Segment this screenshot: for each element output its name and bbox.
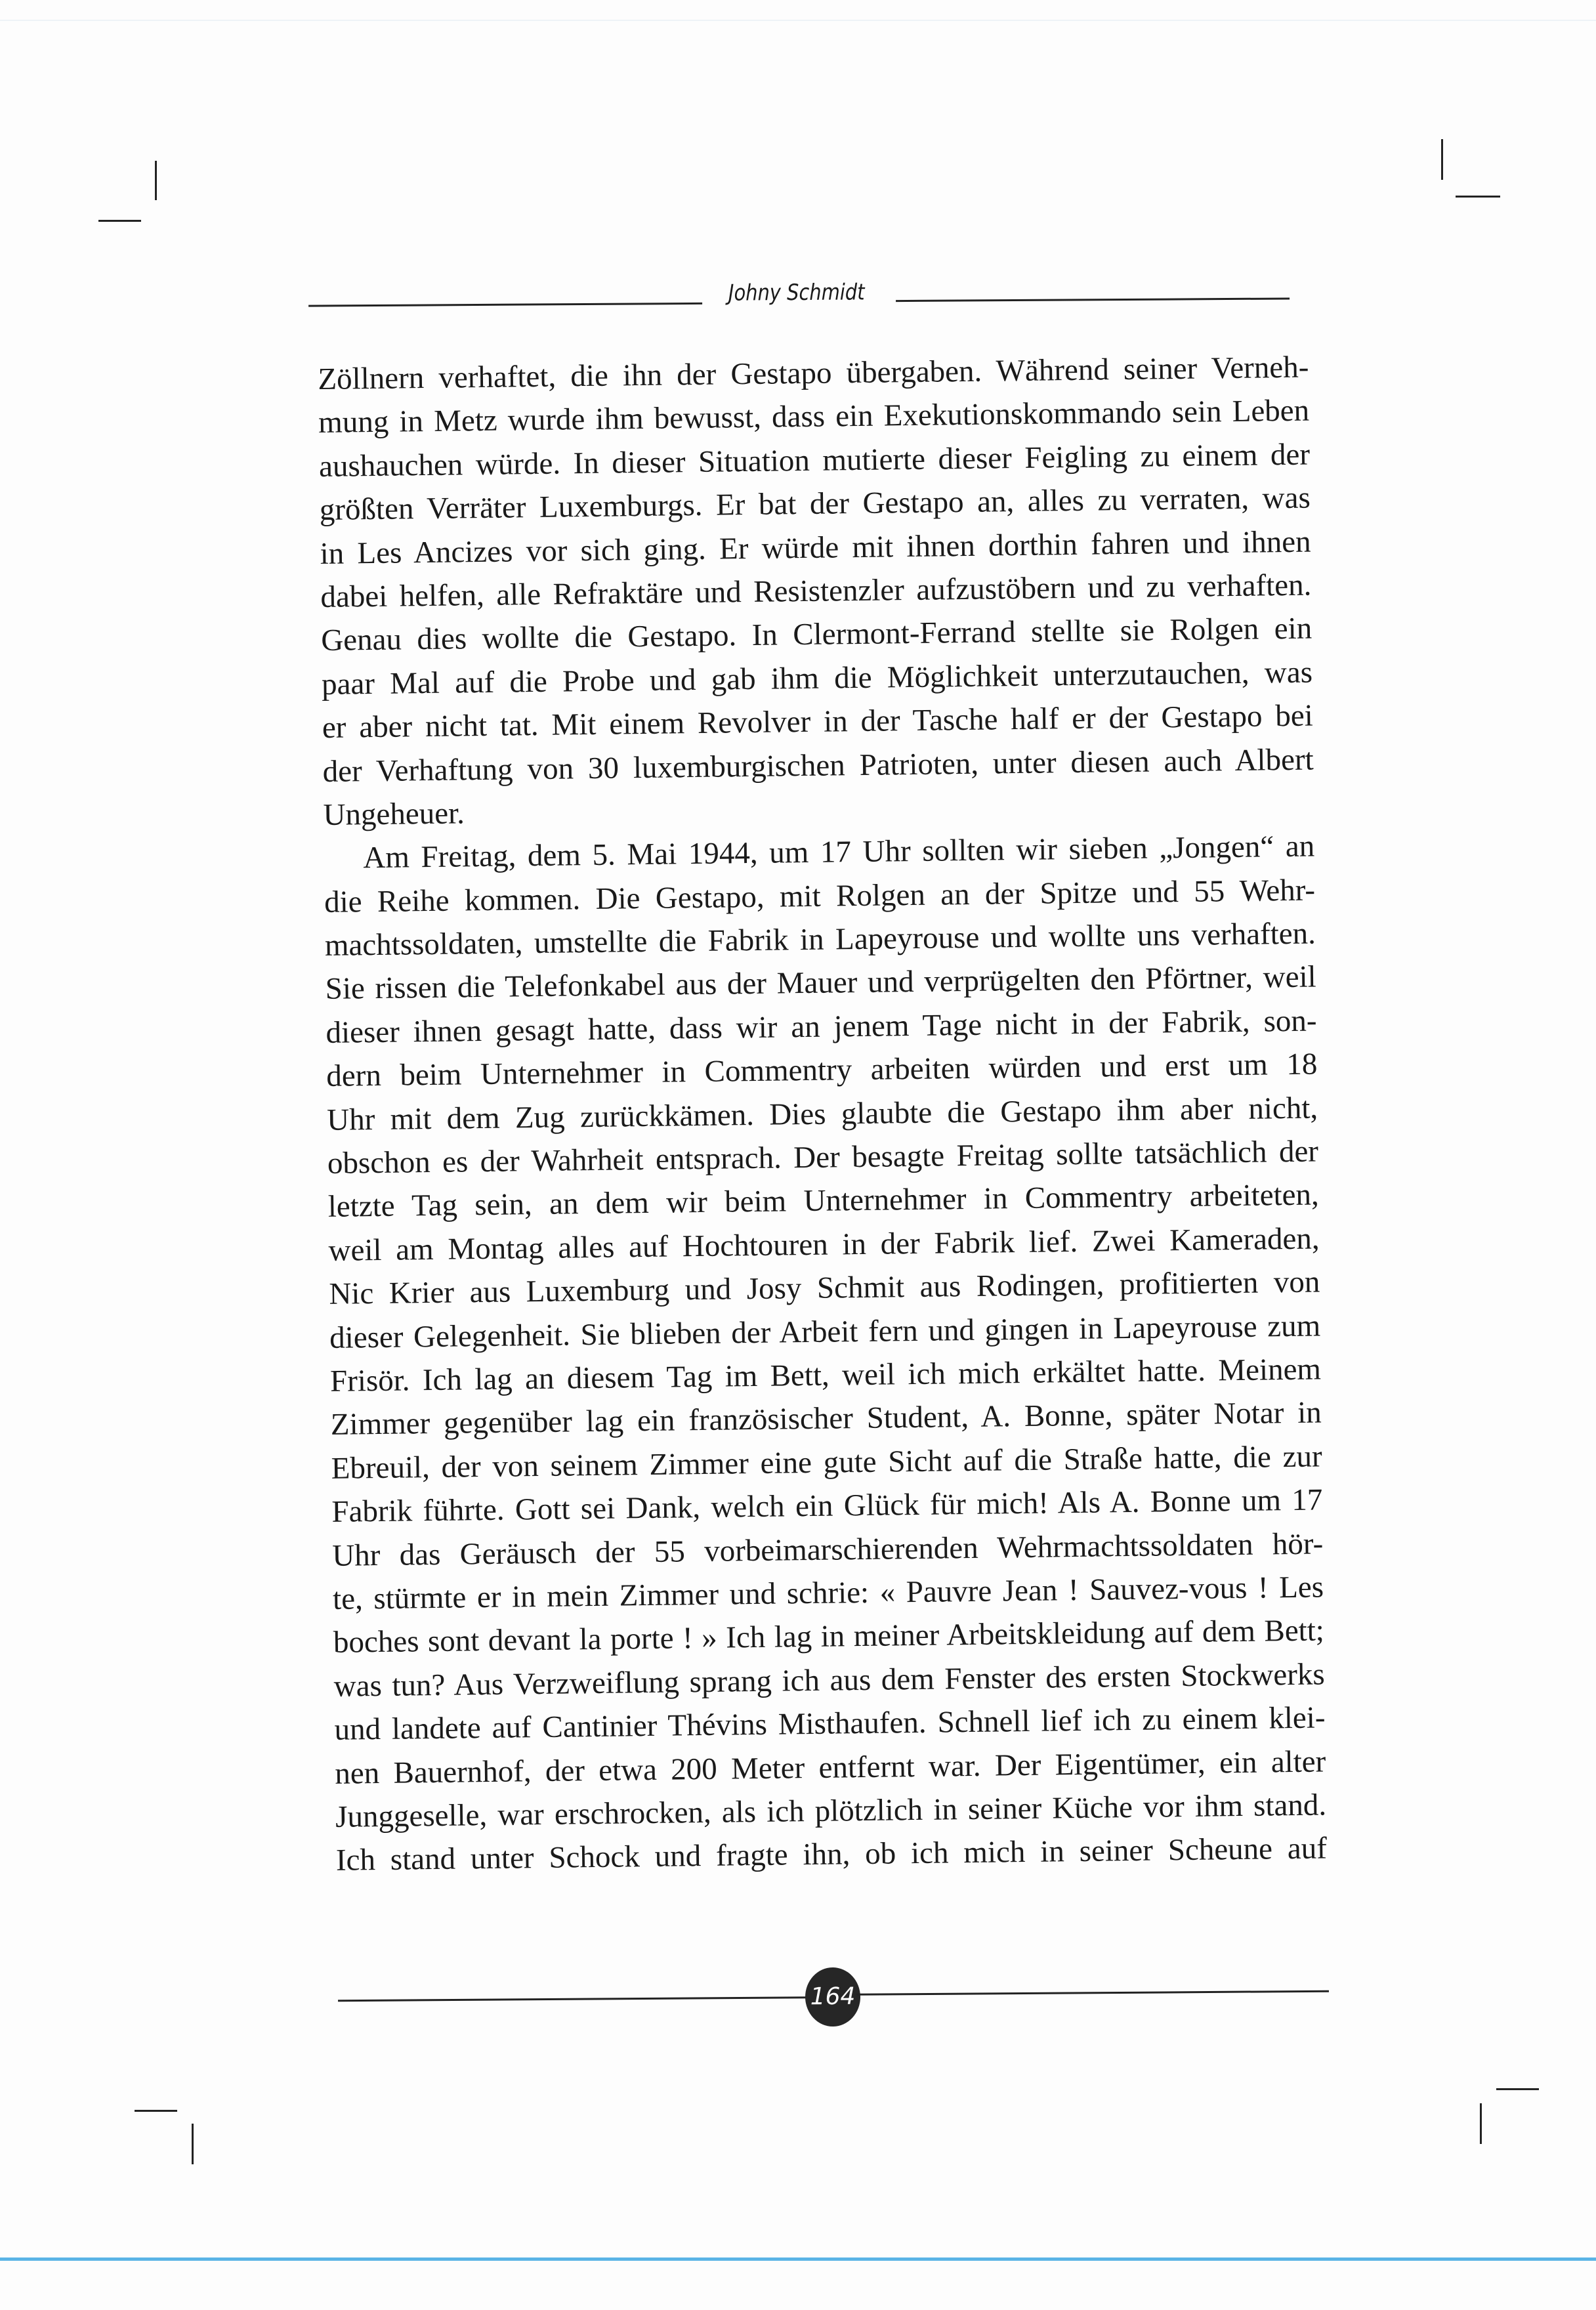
- text-line: Am Freitag, dem 5. Mai 1944, um 17 Uhr sollten wir sieben „Jongen“ an: [363, 829, 1315, 875]
- text-line: letzte Tag sein, an dem wir beim Unternehmer in Commentry arbeiteten,: [327, 1177, 1320, 1225]
- text-line: machtssoldaten, umstellte die Fabrik in Lapeyrouse und wollte uns verhaften.: [324, 916, 1316, 963]
- page-footer: [338, 1959, 1330, 2032]
- text-line: dabei helfen, alle Refraktäre und Resistenzler aufzustöbern und zu verhaften.: [320, 568, 1312, 614]
- crop-mark: [98, 220, 141, 222]
- crop-mark: [1441, 139, 1443, 180]
- text-line: größten Verräter Luxemburgs. Er bat der Gestapo an, alles zu verraten, was: [319, 480, 1311, 528]
- text-line: dern beim Unternehmer in Commentry arbeiten würden und erst um 18: [326, 1047, 1318, 1094]
- text-line: der Verhaftung von 30 luxemburgischen Patrioten, unter diesen auch Albert: [322, 742, 1314, 789]
- text-line: boches sont devant la porte ! » Ich lag in meiner Arbeitskleidung auf dem Bett;: [333, 1613, 1325, 1660]
- text-line: Zimmer gegenüber lag ein französischer Student, A. Bonne, später Notar in: [330, 1395, 1322, 1442]
- crop-mark: [155, 161, 157, 200]
- text-line: Genau dies wollte die Gestapo. In Clermont-Ferrand stellte sie Rolgen ein: [320, 611, 1312, 658]
- text-line: aushauchen würde. In dieser Situation mutierte dieser Feigling zu einem der: [318, 437, 1311, 484]
- text-line: und landete auf Cantinier Thévins Misthaufen. Schnell lief ich zu einem klei-: [334, 1700, 1326, 1747]
- text-line: weil am Montag alles auf Hochtouren in der Fabrik lief. Zwei Kameraden,: [328, 1221, 1320, 1268]
- text-line: Uhr das Geräusch der 55 vorbeimarschierenden Wehrmachtssoldaten hör-: [331, 1526, 1324, 1573]
- text-line: mung in Metz wurde ihm bewusst, dass ein Exekutionskommando sein Leben: [318, 393, 1310, 440]
- footer-rule-left: [338, 1996, 810, 2002]
- header-rule-right: [896, 297, 1290, 302]
- text-line: Uhr mit dem Zug zurückkämen. Dies glaubte die Gestapo ihm aber nicht,: [326, 1091, 1318, 1137]
- text-line: Sie rissen die Telefonkabel aus der Mauer und verprügelten den Pförtner, weil: [325, 959, 1316, 1007]
- text-line: nen Bauernhof, der etwa 200 Meter entfernt war. Der Eigentümer, ein alter: [335, 1744, 1326, 1791]
- text-line: dieser Gelegenheit. Sie blieben der Arbeit fern und gingen in Lapeyrouse zum: [329, 1309, 1321, 1355]
- text-line: was tun? Aus Verzweiflung sprang ich aus dem Fenster des ersten Stockwerks: [333, 1657, 1325, 1704]
- text-line: Junggeselle, war erschrocken, als ich plötzlich in seiner Küche vor ihm stand.: [335, 1788, 1327, 1834]
- text-line: Frisör. Ich lag an diesem Tag im Bett, weil ich mich erkältet hatte. Meinem: [329, 1352, 1322, 1398]
- crop-mark: [1456, 196, 1500, 198]
- page-number: 164: [805, 1967, 861, 2027]
- footer-rule-right: [856, 1990, 1329, 1996]
- text-line: dieser ihnen gesagt hatte, dass wir an jenem Tage nicht in der Fabrik, son-: [326, 1003, 1317, 1050]
- running-header: [308, 271, 1293, 316]
- text-line: er aber nicht tat. Mit einem Revolver in der Tasche half er der Gestapo bei: [322, 698, 1314, 746]
- text-line: in Les Ancizes vor sich ging. Er würde mit ihnen dorthin fahren und ihnen: [320, 524, 1311, 571]
- text-line: Nic Krier aus Luxemburg und Josy Schmit aus Rodingen, profitierten von: [329, 1265, 1320, 1312]
- scan-edge: [0, 20, 1596, 21]
- scan-border-line: [0, 2258, 1596, 2261]
- header-title: Johny Schmidt: [728, 279, 865, 306]
- body-text: [318, 346, 1327, 1883]
- text-line: te, stürmte er in mein Zimmer und schrie: « Pauvre Jean ! Sauvez-vous ! Les: [332, 1570, 1324, 1616]
- text-line: Ich stand unter Schock und fragte ihn, ob ich mich in seiner Scheune auf: [335, 1831, 1328, 1878]
- crop-mark: [135, 2110, 177, 2112]
- text-line: Fabrik führte. Gott sei Dank, welch ein Glück für mich! Als A. Bonne um 17: [331, 1482, 1323, 1530]
- crop-mark: [1480, 2103, 1482, 2144]
- text-line: Ungeheuer.: [323, 796, 465, 832]
- text-line: Zöllnern verhaftet, die ihn der Gestapo übergaben. Während seiner Verneh-: [318, 350, 1309, 396]
- text-line: paar Mal auf die Probe und gab ihm die Möglichkeit unterzutauchen, was: [321, 655, 1313, 702]
- text-line: obschon es der Wahrheit entsprach. Der besagte Freitag sollte tatsächlich der: [327, 1134, 1319, 1181]
- crop-mark: [1496, 2088, 1539, 2090]
- text-line: die Reihe kommen. Die Gestapo, mit Rolgen an der Spitze und 55 Wehr-: [324, 873, 1316, 919]
- crop-mark: [192, 2124, 194, 2164]
- header-rule-left: [308, 303, 702, 307]
- text-line: Ebreuil, der von seinem Zimmer eine gute Sicht auf die Straße hatte, die zur: [331, 1439, 1322, 1486]
